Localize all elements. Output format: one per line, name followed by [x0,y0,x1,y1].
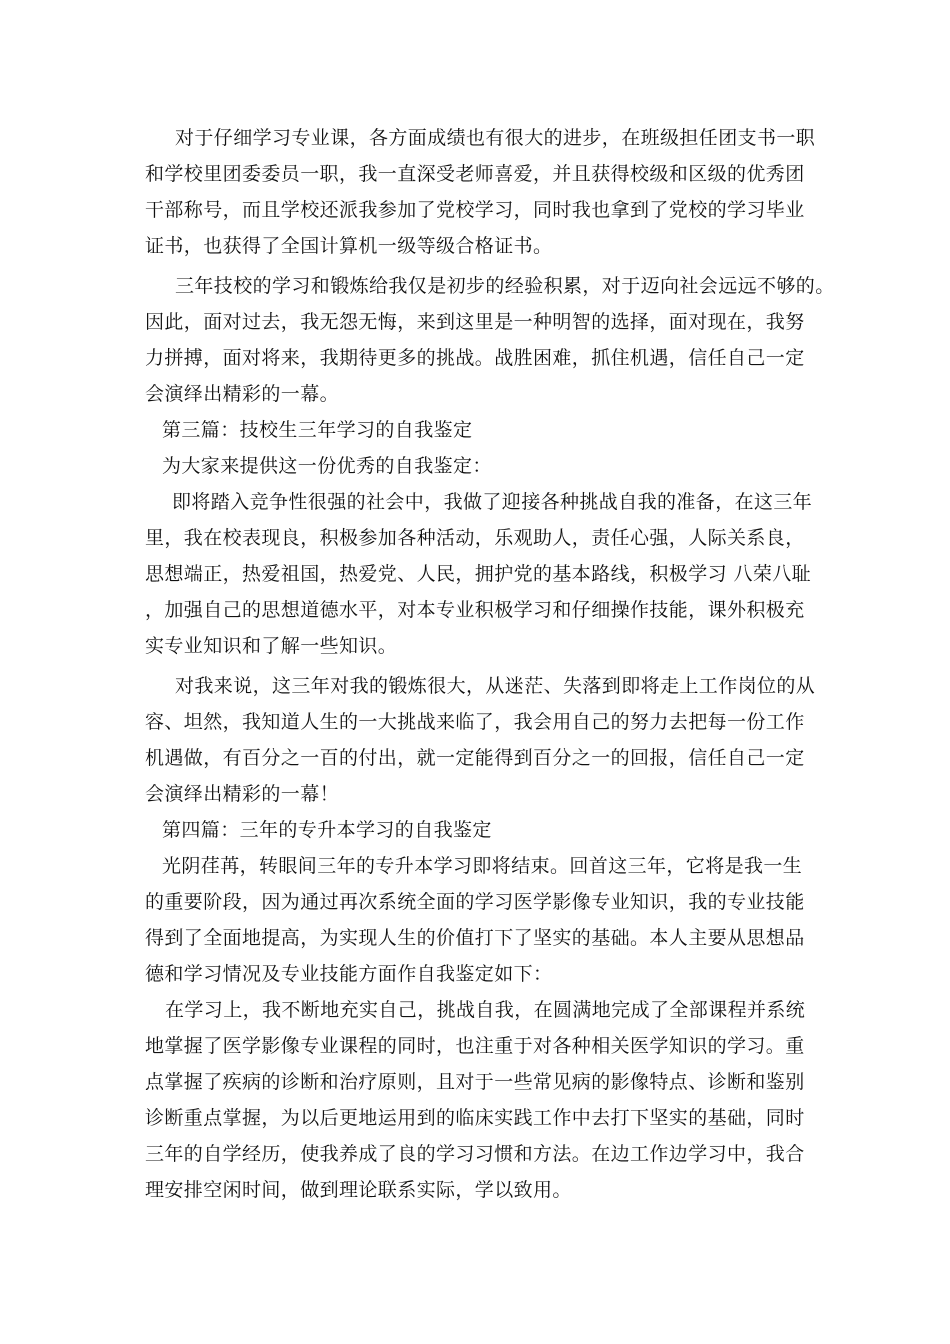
text-line: 为大家来提供这一份优秀的自我鉴定： [162,455,492,477]
text-line: 证书，也获得了全国计算机一级等级合格证书。 [145,235,553,257]
text-line: 对于仔细学习专业课，各方面成绩也有很大的进步，在班级担任团支书一职 [175,127,816,149]
text-line: 会演绎出精彩的一幕！ [145,783,340,805]
text-line: 容、坦然，我知道人生的一大挑战来临了，我会用自己的努力去把每一份工作 [145,711,805,733]
text-line: 德和学习情况及专业技能方面作自我鉴定如下： [145,963,553,985]
text-line: 思想端正，热爱祖国，热爱党、人民，拥护党的基本路线，积极学习 八荣八耻 [145,563,812,585]
text-line: 点掌握了疾病的诊断和治疗原则，且对于一些常见病的影像特点、诊断和鉴别 [145,1071,805,1093]
text-line: 地掌握了医学影像专业课程的同时，也注重于对各种相关医学知识的学习。重 [145,1035,805,1057]
text-line: 会演绎出精彩的一幕。 [145,383,340,405]
text-line: 光阴荏苒，转眼间三年的专升本学习即将结束。回首这三年，它将是我一生 [162,855,803,877]
text-line: 得到了全面地提高，为实现人生的价值打下了坚实的基础。本人主要从思想品 [145,927,805,949]
text-line: 里，我在校表现良，积极参加各种活动，乐观助人，责任心强，人际关系良， [145,527,805,549]
text-line: 机遇做，有百分之一百的付出，就一定能得到百分之一的回报，信任自己一定 [145,747,805,769]
text-line: 力拼搏，面对将来，我期待更多的挑战。战胜困难，抓住机遇，信任自己一定 [145,347,805,369]
text-line: 三年的自学经历，使我养成了良的学习习惯和方法。在边工作边学习中，我合 [145,1143,805,1165]
section-heading: 第四篇：三年的专升本学习的自我鉴定 [162,819,492,841]
text-line: 实专业知识和了解一些知识。 [145,635,398,657]
text-line: 干部称号，而且学校还派我参加了党校学习，同时我也拿到了党校的学习毕业 [145,199,805,221]
text-line: 对我来说，这三年对我的锻炼很大，从迷茫、失落到即将走上工作岗位的从 [175,675,816,697]
text-line: 即将踏入竞争性很强的社会中，我做了迎接各种挑战自我的准备，在这三年 [172,491,813,513]
text-line: 三年技校的学习和锻炼给我仅是初步的经验积累，对于迈向社会远远不够的。 [175,275,835,297]
text-line: 理安排空闲时间，做到理论联系实际，学以致用。 [145,1179,572,1201]
text-line: 因此，面对过去，我无怨无悔，来到这里是一种明智的选择，面对现在，我努 [145,311,805,333]
section-heading: 第三篇：技校生三年学习的自我鉴定 [162,419,473,441]
text-line: ，加强自己的思想道德水平，对本专业积极学习和仔细操作技能，课外积极充 [145,599,805,621]
text-line: 的重要阶段，因为通过再次系统全面的学习医学影像专业知识，我的专业技能 [145,891,805,913]
text-line: 和学校里团委委员一职，我一直深受老师喜爱，并且获得校级和区级的优秀团 [145,163,805,185]
text-line: 诊断重点掌握，为以后更地运用到的临床实践工作中去打下坚实的基础，同时 [145,1107,805,1129]
text-line: 在学习上，我不断地充实自己，挑战自我，在圆满地完成了全部课程并系统 [165,999,806,1021]
